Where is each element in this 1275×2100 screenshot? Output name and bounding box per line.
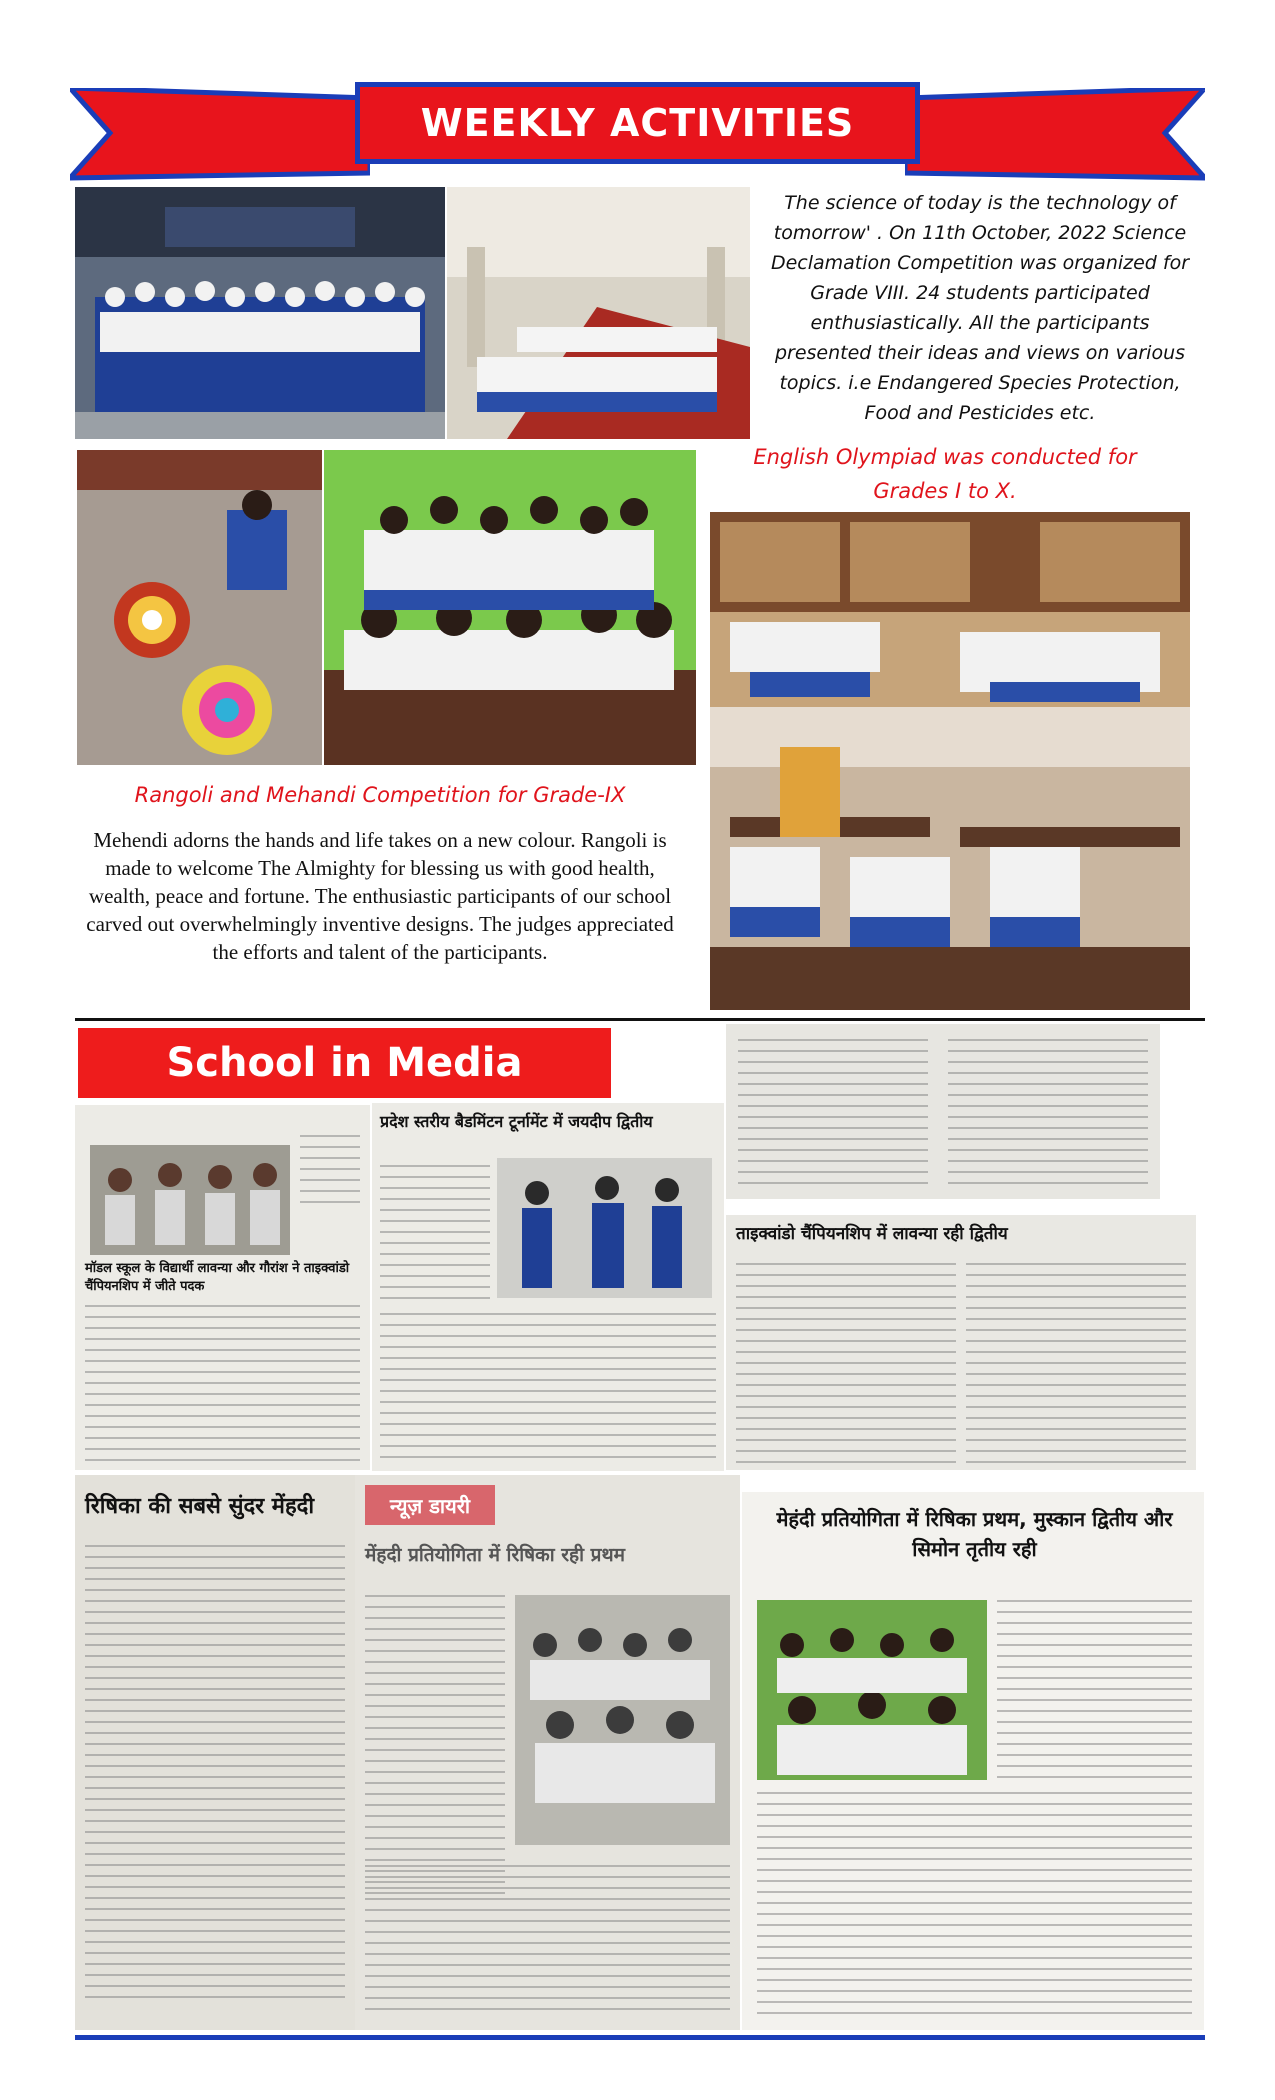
weekly-activities-banner — [355, 82, 920, 164]
clip1-headline: मॉडल स्कूल के विद्यार्थी लावन्या और गौरांश ने ताइक्वांडो चैंपियनशिप में जीते पदक — [85, 1261, 350, 1294]
clip5-label: न्यूज़ डायरी — [365, 1485, 495, 1525]
page-title: WEEKLY ACTIVITIES — [420, 101, 855, 145]
olympiad-classroom-photo — [710, 707, 1190, 1010]
olympiad-library-photo — [710, 512, 1190, 707]
bottom-rule — [75, 2035, 1205, 2040]
ribbon-left-tail — [70, 88, 370, 183]
rangoli-mehendi-text: Mehendi adorns the hands and life takes on a new colour. Rangoli is made to welcome The Almighty for blessing us with good health, wealth, peace and fortune. The enthusiastic participants of our school carved out overwhelmingly inventive designs. The judges appreciated the efforts and talent of the participants. — [86, 828, 674, 964]
hall-assembly-photo — [447, 187, 750, 439]
mehendi-group-photo — [324, 450, 696, 765]
science-declamation-text: The science of today is the technology of tomorrow' . On 11th October, 2022 Science Declamation Competition was organized for Grade VIII. 24 students participated enthusiastically. All the participants presented their ideas and views on various topics. i.e Endangered Species Protection, Food and Pesticides etc. — [770, 192, 1190, 424]
clip6-headline: मेहंदी प्रतियोगिता में रिषिका प्रथम, मुस्कान द्वितीय और सिमोन तृतीय रही — [776, 1507, 1173, 1561]
clip6-photo — [757, 1600, 987, 1780]
clip4-headline: रिषिका की सबसे सुंदर मेंहदी — [85, 1494, 315, 1519]
olympiad-caption: English Olympiad was conducted for Grades I to X. — [753, 445, 1137, 503]
news-clip-taekwondo-second — [726, 1215, 1196, 1470]
news-clip-taekwondo-top — [726, 1024, 1160, 1199]
news-clip-mehendi-competition — [742, 1492, 1204, 2030]
section-divider — [75, 1018, 1205, 1021]
clip3-headline: ताइक्वांडो चैंपियनशिप में लावन्या रही द्वितीय — [736, 1224, 1008, 1244]
news-clip-badminton — [372, 1103, 724, 1471]
school-in-media-title: School in Media — [166, 1040, 523, 1086]
clip1-photo — [90, 1145, 290, 1255]
news-clip-taekwondo-medals — [75, 1105, 370, 1470]
clip2-headline: प्रदेश स्तरीय बैडमिंटन टूर्नामेंट में जयदीप द्वितीय — [380, 1112, 653, 1131]
rangoli-photo — [77, 450, 322, 765]
news-clip-rishika-mehendi — [75, 1475, 355, 2030]
clip5-photo — [515, 1595, 730, 1845]
science-group-photo — [75, 187, 445, 439]
rangoli-caption: Rangoli and Mehandi Competition for Grade-IX — [134, 783, 626, 807]
ribbon-right-tail — [905, 88, 1205, 183]
news-clip-news-diary — [355, 1475, 740, 2030]
school-in-media-banner — [78, 1028, 611, 1098]
clip5-headline: मेंहदी प्रतियोगिता में रिषिका रही प्रथम — [365, 1544, 625, 1566]
clip2-photo — [497, 1158, 712, 1298]
